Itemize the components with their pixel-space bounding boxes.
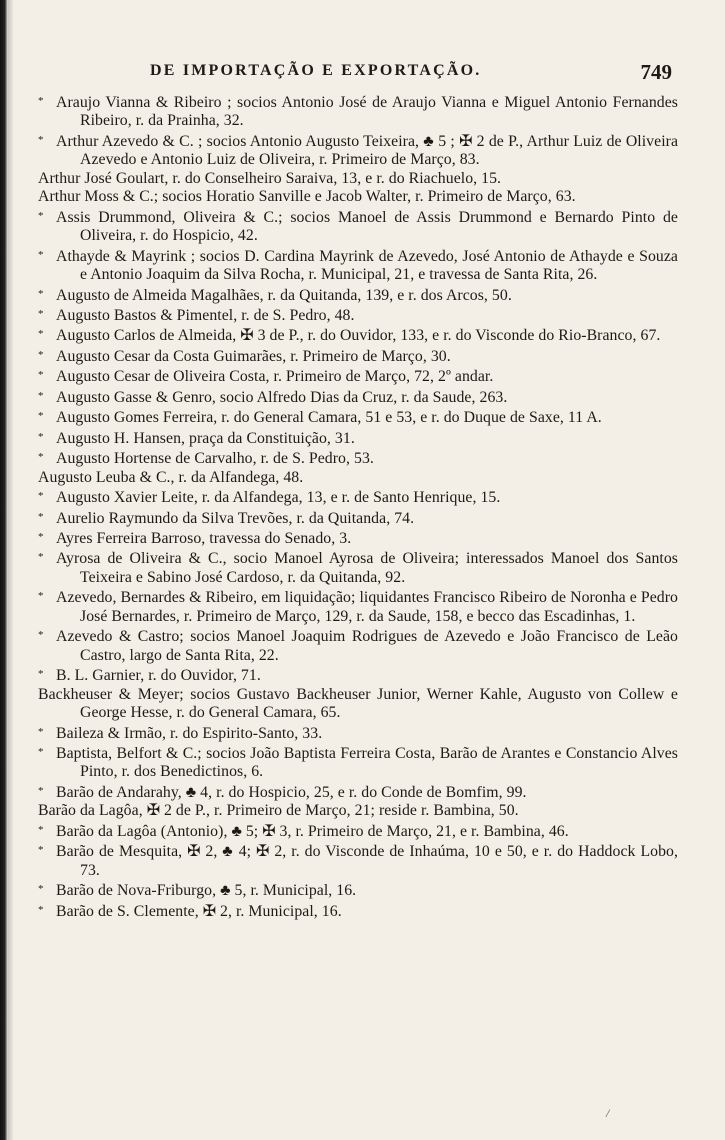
directory-entry-text: Baileza & Irmão, r. do Espirito-Santo, 33. xyxy=(56,724,323,742)
directory-entry xyxy=(38,743,678,782)
asterisk-marker-icon: * xyxy=(38,530,44,543)
directory-entry xyxy=(38,723,678,743)
running-header-title: DE IMPORTAÇÃO E EXPORTAÇÃO. xyxy=(150,62,482,79)
asterisk-marker-icon: * xyxy=(38,451,44,464)
asterisk-marker-icon: * xyxy=(38,745,44,758)
asterisk-marker-icon: * xyxy=(38,784,44,797)
directory-entry xyxy=(38,207,678,246)
directory-entry-text: Ayrosa de Oliveira & C., socio Manoel Ayrosa de Oliveira; interessados Manoel dos Santos Teixeira e Sabino José Cardoso, r. da Quitanda, 92. xyxy=(56,550,678,586)
directory-entry xyxy=(38,880,678,900)
directory-entry xyxy=(38,782,678,802)
directory-entry xyxy=(38,285,678,305)
book-binding-edge xyxy=(8,0,14,1140)
directory-entry-text: Barão da Lagôa, ✠ 2 de P., r. Primeiro de Março, 21; reside r. Bambina, 50. xyxy=(38,802,519,820)
directory-entry-text: Athayde & Mayrink ; socios D. Cardina Mayrink de Azevedo, José Antonio de Athayde e Souza e Antonio Joaquim da Silva Rocha, r. Municipal, 21, e travessa de Santa Rita, 26. xyxy=(56,247,678,284)
asterisk-marker-icon: * xyxy=(38,133,44,146)
directory-entry-text: Azevedo & Castro; socios Manoel Joaquim Rodrigues de Azevedo e João Francisco de Leão Castro, largo de Santa Rita, 22. xyxy=(56,628,678,664)
asterisk-marker-icon: * xyxy=(38,551,44,564)
directory-entry-list xyxy=(38,92,678,921)
directory-entry-text: Augusto Gasse & Genro, socio Alfredo Dias da Cruz, r. da Saude, 263. xyxy=(56,388,508,406)
directory-entry-text: Augusto Cesar da Costa Guimarães, r. Primeiro de Março, 30. xyxy=(56,347,451,365)
directory-entry xyxy=(38,528,678,548)
directory-entry-text: Augusto H. Hansen, praça da Constituição, 31. xyxy=(56,429,355,447)
asterisk-marker-icon: * xyxy=(38,95,44,107)
directory-entry-text: Barão de Nova-Friburgo, ♣ 5, r. Municipal, 16. xyxy=(56,882,357,900)
directory-entry xyxy=(38,901,678,921)
asterisk-marker-icon: * xyxy=(38,510,44,523)
asterisk-marker-icon: * xyxy=(38,307,44,320)
directory-entry xyxy=(38,407,678,427)
directory-entry xyxy=(38,92,678,131)
page-number: 749 xyxy=(640,60,672,84)
directory-entry xyxy=(38,366,678,386)
asterisk-marker-icon: * xyxy=(38,248,44,261)
asterisk-marker-icon: * xyxy=(38,725,44,738)
asterisk-marker-icon: * xyxy=(38,287,44,300)
directory-entry xyxy=(38,325,678,345)
directory-entry-text: Augusto de Almeida Magalhães, r. da Quitanda, 139, e r. dos Arcos, 50. xyxy=(56,286,512,304)
asterisk-marker-icon: * xyxy=(38,844,44,857)
directory-entry-text: Arthur José Goulart, r. do Conselheiro Saraiva, 13, e r. do Riachuelo, 15. xyxy=(38,169,502,187)
directory-entry-text: Augusto Hortense de Carvalho, r. de S. Pedro, 53. xyxy=(56,450,374,468)
directory-entry xyxy=(38,188,678,206)
asterisk-marker-icon: * xyxy=(38,389,44,402)
book-binding-shadow xyxy=(0,0,8,1140)
directory-entry-text: Araujo Vianna & Ribeiro ; socios Antonio José de Araujo Vianna e Miguel Antonio Fernandes Ribeiro, r. da Prainha, 32. xyxy=(56,94,678,130)
directory-entry-text: Augusto Gomes Ferreira, r. do General Camara, 51 e 53, e r. do Duque de Saxe, 11 A. xyxy=(56,409,602,427)
directory-entry-text: Augusto Carlos de Almeida, ✠ 3 de P., r. do Ouvidor, 133, e r. do Visconde do Rio-Branco, 67. xyxy=(56,327,661,345)
asterisk-marker-icon: * xyxy=(38,823,44,836)
asterisk-marker-icon: * xyxy=(38,410,44,423)
directory-entry xyxy=(38,246,678,285)
directory-entry xyxy=(38,428,678,448)
directory-entry-text: B. L. Garnier, r. do Ouvidor, 71. xyxy=(56,667,261,685)
asterisk-marker-icon: * xyxy=(38,328,44,341)
directory-entry-text: Augusto Xavier Leite, r. da Alfandega, 13, e r. de Santo Henrique, 15. xyxy=(56,489,501,507)
directory-entry-text: Azevedo, Bernardes & Ribeiro, em liquidação; liquidantes Francisco Ribeiro de Noronha e Pedro José Bernardes, r. Primeiro de Março, 129, r. da Saude, 158, e becco das Escadinhas, 1. xyxy=(56,589,678,625)
directory-entry-text: Augusto Cesar de Oliveira Costa, r. Primeiro de Março, 72, 2º andar. xyxy=(56,368,494,386)
directory-entry-text: Arthur Moss & C.; socios Horatio Sanville e Jacob Walter, r. Primeiro de Março, 63. xyxy=(38,188,576,206)
directory-entry-text: Augusto Leuba & C., r. da Alfandega, 48. xyxy=(38,468,304,486)
directory-entry xyxy=(38,841,678,880)
directory-entry-text: Barão da Lagôa (Antonio), ♣ 5; ✠ 3, r. Primeiro de Março, 21, e r. Bambina, 46. xyxy=(56,822,569,840)
directory-entry xyxy=(38,508,678,528)
asterisk-marker-icon: * xyxy=(38,668,44,681)
directory-entry-text: Ayres Ferreira Barroso, travessa do Senado, 3. xyxy=(56,529,352,547)
directory-entry-text: Backheuser & Meyer; socios Gustavo Backheuser Junior, Werner Kahle, Augusto von Collew e George Hesse, r. do General Camara, 65. xyxy=(38,685,678,722)
directory-entry-text: Baptista, Belfort & C.; socios João Baptista Ferreira Costa, Barão de Arantes e Constancio Alves Pinto, r. dos Benedictinos, 6. xyxy=(56,744,678,781)
asterisk-marker-icon: * xyxy=(38,369,44,382)
asterisk-marker-icon: * xyxy=(38,590,44,603)
directory-entry xyxy=(38,487,678,507)
directory-entry xyxy=(38,469,678,487)
directory-entry xyxy=(38,548,678,587)
directory-entry xyxy=(38,665,678,685)
asterisk-marker-icon: * xyxy=(38,903,44,916)
directory-entry xyxy=(38,686,678,723)
asterisk-marker-icon: * xyxy=(38,430,44,443)
running-header xyxy=(40,60,680,90)
directory-entry xyxy=(38,305,678,325)
directory-entry-text: Barão de Andarahy, ♣ 4, r. do Hospicio, 25, e r. do Conde de Bomfim, 99. xyxy=(56,783,527,801)
directory-entry xyxy=(38,626,678,665)
directory-entry xyxy=(38,821,678,841)
asterisk-marker-icon: * xyxy=(38,348,44,361)
directory-entry-text: Aurelio Raymundo da Silva Trevões, r. da Quitanda, 74. xyxy=(56,509,415,527)
directory-entry xyxy=(38,131,678,170)
asterisk-marker-icon: * xyxy=(38,490,44,503)
margin-mark: / xyxy=(606,1106,610,1120)
directory-entry-text: Augusto Bastos & Pimentel, r. de S. Pedro, 48. xyxy=(56,306,355,324)
directory-entry xyxy=(38,170,678,188)
asterisk-marker-icon: * xyxy=(38,883,44,896)
asterisk-marker-icon: * xyxy=(38,209,44,222)
directory-entry-text: Arthur Azevedo & C. ; socios Antonio Augusto Teixeira, ♣ 5 ; ✠ 2 de P., Arthur Luiz de Oliveira Azevedo e Antonio Luiz de Oliveira, r. Primeiro de Março, 83. xyxy=(56,132,678,169)
directory-entry-text: Barão de Mesquita, ✠ 2, ♣ 4; ✠ 2, r. do Visconde de Inhaúma, 10 e 50, e r. do Haddock Lobo, 73. xyxy=(56,843,678,879)
directory-entry xyxy=(38,587,678,626)
directory-entry xyxy=(38,802,678,820)
directory-entry-text: Barão de S. Clemente, ✠ 2, r. Municipal, 16. xyxy=(56,902,342,920)
asterisk-marker-icon: * xyxy=(38,629,44,642)
directory-entry xyxy=(38,346,678,366)
directory-entry-text: Assis Drummond, Oliveira & C.; socios Manoel de Assis Drummond e Bernardo Pinto de Oliveira, r. do Hospicio, 42. xyxy=(56,208,678,245)
directory-entry xyxy=(38,448,678,468)
directory-entry xyxy=(38,387,678,407)
